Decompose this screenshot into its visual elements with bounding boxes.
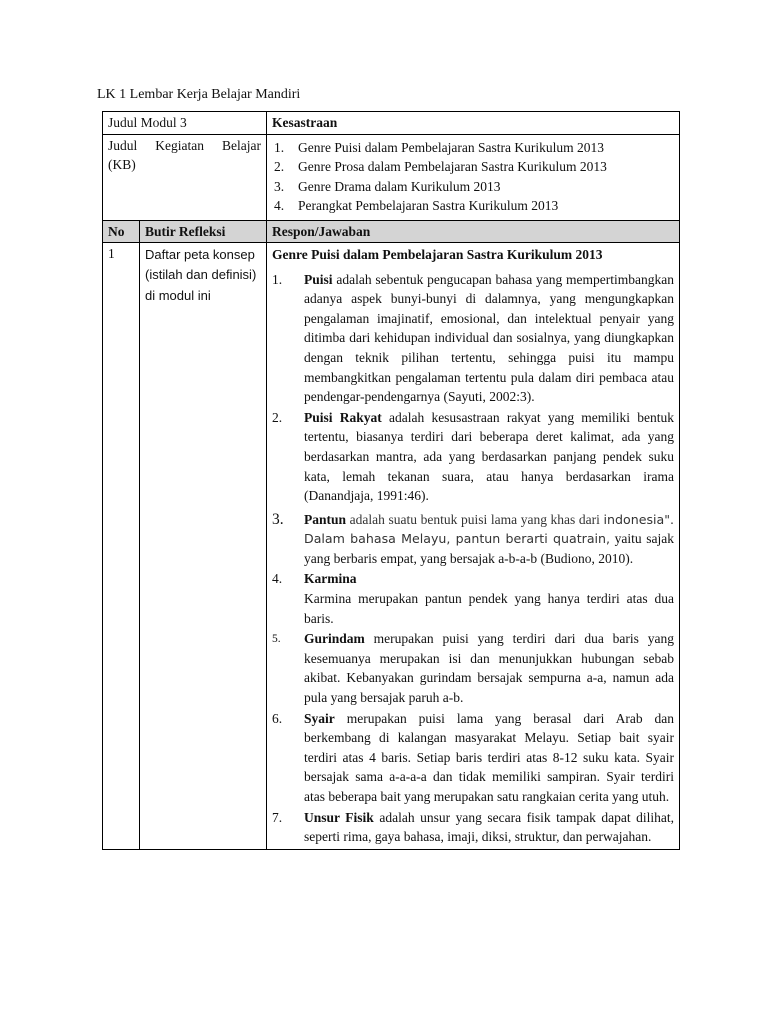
definition-body bbox=[304, 408, 674, 506]
document-title: LK 1 Lembar Kerja Belajar Mandiri bbox=[97, 87, 301, 102]
row-butir-cell bbox=[140, 242, 267, 849]
table-header-row bbox=[103, 220, 680, 242]
definition-body bbox=[304, 808, 674, 847]
definition-text: adalah unsur yang secara fisik tampak dapat dilihat, seperti rima, gaya bahasa, imaji, diksi, struktur, dan perwajahan. bbox=[304, 809, 675, 845]
kb-item-text: Genre Drama dalam Kurikulum 2013 bbox=[298, 178, 501, 194]
kb-label-cell bbox=[103, 134, 267, 220]
kb-list-cell bbox=[267, 134, 680, 220]
kb-list bbox=[272, 138, 674, 216]
kb-item bbox=[272, 177, 674, 197]
definition-number: 4. bbox=[272, 571, 283, 587]
header-butir: Butir Refleksi bbox=[140, 220, 267, 242]
definition-body bbox=[304, 569, 674, 628]
definition-number: 6. bbox=[272, 710, 283, 726]
header-no: No bbox=[103, 220, 140, 242]
kb-item-text: Genre Puisi dalam Pembelajaran Sastra Kurikulum 2013 bbox=[298, 139, 604, 155]
definition-text: Karmina merupakan pantun pendek yang hanya terdiri atas dua baris. bbox=[304, 591, 675, 626]
kb-item-number: 4. bbox=[274, 198, 285, 214]
kb-item bbox=[272, 138, 674, 158]
definition-item bbox=[272, 629, 674, 707]
definition-text: merupakan puisi lama yang berasal dari Arab dan berkembang di kalangan masyarakat Melayu. Setiap bait syair terdiri atas 4 baris. Setiap baris terdiri atas 8-12 suku kata. Syair bersajak sama a-a-a-a dan tidak memiliki sampiran. Syair terdiri atas beberapa bait yang merupakan satu rangkaian cerita yang utuh. bbox=[304, 710, 675, 804]
definition-body bbox=[304, 629, 674, 707]
row-response-cell bbox=[267, 242, 680, 849]
kb-item-number: 3. bbox=[274, 178, 285, 194]
kb-item-text: Genre Prosa dalam Pembelajaran Sastra Kurikulum 2013 bbox=[298, 159, 607, 175]
definition-body bbox=[304, 270, 674, 407]
definition-text: adalah suatu bentuk puisi lama yang khas dari bbox=[346, 511, 604, 527]
definition-term: Syair bbox=[304, 710, 335, 726]
definition-term: Pantun bbox=[304, 511, 347, 527]
definition-number: 3. bbox=[272, 510, 284, 528]
row-butir: Daftar peta konsep (istilah dan definisi) di modul ini bbox=[145, 246, 257, 303]
definition-term: Puisi Rakyat bbox=[304, 409, 382, 425]
module-title-value: Kesastraan bbox=[267, 112, 680, 135]
kb-item bbox=[272, 157, 674, 177]
definition-number: 5. bbox=[272, 633, 281, 646]
table-row bbox=[103, 242, 680, 849]
definition-list bbox=[272, 270, 674, 847]
definition-item bbox=[272, 808, 674, 847]
definition-number: 1. bbox=[272, 271, 283, 287]
definition-text: merupakan puisi yang terdiri dari dua baris yang kesemuanya merupakan isi dan menunjukkan hubungan sebab akibat. Kebanyakan gurindam bersajak sempurna a-a, namun ada pula yang bersajak paruh a-b. bbox=[304, 631, 675, 706]
definition-term: Unsur Fisik bbox=[304, 809, 374, 825]
definition-number: 7. bbox=[272, 809, 283, 825]
kb-item-text: Perangkat Pembelajaran Sastra Kurikulum 2013 bbox=[298, 198, 559, 214]
worksheet-table bbox=[102, 111, 680, 850]
definition-text-sans: indonesia". Dalam bahasa Melayu, pantun berarti quatrain, bbox=[304, 511, 675, 547]
definition-item bbox=[272, 569, 674, 628]
definition-text: adalah sebentuk pengucapan bahasa yang mempertimbangkan adanya aspek bunyi-bunyi di dalamnya, yang mengungkapkan pengalaman imajinatif, emosional, dan intelektual penyair yang ditimba dari kehidupan individual dan sosialnya, yang diungkapkan dengan teknik pilihan tertentu, sehingga puisi itu mampu membangkitkan pengalaman tertentu pula dalam diri pembaca atau pendengar-pendengarnya (Sayuti, 2002:3). bbox=[304, 271, 675, 405]
section-heading: Genre Puisi dalam Pembelajaran Sastra Kurikulum 2013 bbox=[272, 246, 603, 262]
module-title-label: Judul Modul 3 bbox=[103, 112, 267, 135]
module-title-row bbox=[103, 112, 680, 135]
kb-row bbox=[103, 134, 680, 220]
kb-item-number: 2. bbox=[274, 159, 285, 175]
definition-number: 2. bbox=[272, 409, 283, 425]
definition-text-after: yaitu sajak yang berbaris empat, yang bersajak a-b-a-b (Budiono, 2010). bbox=[304, 531, 675, 566]
definition-item bbox=[272, 510, 674, 569]
kb-item-number: 1. bbox=[274, 139, 285, 155]
header-respon: Respon/Jawaban bbox=[267, 220, 680, 242]
definition-term: Karmina bbox=[304, 571, 357, 587]
definition-term: Gurindam bbox=[304, 631, 365, 647]
kb-label: Judul Kegiatan Belajar (KB) bbox=[108, 137, 262, 173]
row-number: 1 bbox=[103, 242, 140, 849]
definition-text: adalah kesusastraan rakyat yang memiliki bentuk tertentu, biasanya terdiri dari beberapa deret kalimat, ada yang berdasarkan mantra, ada yang berdasarkan panjang pendek suku kata, lemah tekanan suara, atau hanya berdasarkan irama (Danandjaja, 1991:46). bbox=[304, 409, 675, 504]
kb-item bbox=[272, 196, 674, 216]
definition-term: Puisi bbox=[304, 271, 333, 287]
definition-item bbox=[272, 270, 674, 407]
definition-body bbox=[304, 709, 674, 807]
definition-item bbox=[272, 408, 674, 506]
definition-item bbox=[272, 709, 674, 807]
definition-body bbox=[304, 510, 674, 569]
